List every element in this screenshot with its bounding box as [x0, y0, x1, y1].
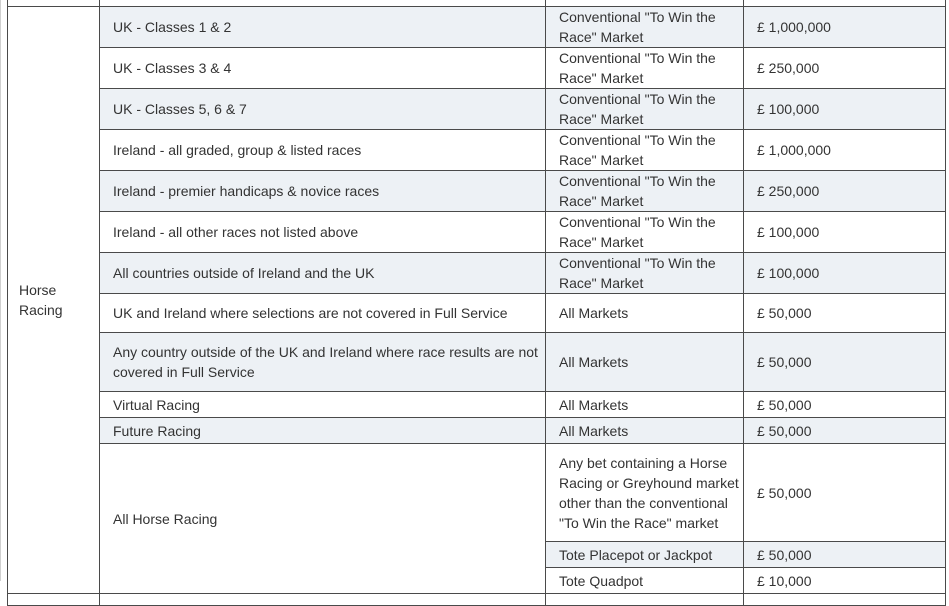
market-cell: Any bet containing a Horse Racing or Greyhound market other than the conventional "To Win the Race" market: [546, 444, 744, 542]
limit-cell: £ 50,000: [744, 418, 946, 444]
table-row: [8, 171, 946, 212]
limit-cell: £ 50,000: [744, 542, 946, 568]
limit-cell: £ 1,000,000: [744, 130, 946, 171]
market-cell: Conventional "To Win the Race" Market: [546, 130, 744, 171]
table-row: [8, 392, 946, 418]
market-cell: All Markets: [546, 294, 744, 333]
scope-cell: Future Racing: [100, 418, 546, 444]
scope-cell: UK - Classes 3 & 4: [100, 48, 546, 89]
market-cell: Conventional "To Win the Race" Market: [546, 253, 744, 294]
table-row: [8, 89, 946, 130]
scope-cell: UK - Classes 5, 6 & 7: [100, 89, 546, 130]
table-row: [8, 212, 946, 253]
table-row: [8, 333, 946, 392]
betting-limits-table: [7, 0, 946, 606]
table-row: [8, 130, 946, 171]
limit-cell: £ 50,000: [744, 333, 946, 392]
scope-cell: Ireland - all other races not listed above: [100, 212, 546, 253]
table-row: [8, 444, 946, 542]
scope-cell: [100, 594, 546, 606]
table-row: [8, 418, 946, 444]
table-row: [8, 48, 946, 89]
market-cell: Conventional "To Win the Race" Market: [546, 7, 744, 48]
scope-cell: Any country outside of the UK and Ireland where race results are not covered in Full Service: [100, 333, 546, 392]
scope-cell: UK and Ireland where selections are not covered in Full Service: [100, 294, 546, 333]
limit-cell: £ 50,000: [744, 444, 946, 542]
page-edge: [0, 0, 1, 581]
table-row: [8, 7, 946, 48]
scope-cell: Virtual Racing: [100, 392, 546, 418]
limit-cell: £ 250,000: [744, 171, 946, 212]
market-cell: All Markets: [546, 418, 744, 444]
market-cell: All Markets: [546, 392, 744, 418]
scope-cell: All countries outside of Ireland and the UK: [100, 253, 546, 294]
scope-cell: All Horse Racing: [100, 444, 546, 594]
limit-cell: £ 100,000: [744, 89, 946, 130]
limit-cell: £ 10,000: [744, 568, 946, 594]
scope-cell: Ireland - premier handicaps & novice races: [100, 171, 546, 212]
market-cell: [546, 594, 744, 606]
market-cell: Tote Placepot or Jackpot: [546, 542, 744, 568]
limit-cell: £ 50,000: [744, 294, 946, 333]
table-row: [8, 294, 946, 333]
market-cell: Conventional "To Win the Race" Market: [546, 89, 744, 130]
market-cell: Conventional "To Win the Race" Market: [546, 48, 744, 89]
category-cell: Horse Racing: [8, 7, 100, 594]
table-row: [8, 594, 946, 606]
category-cell-next: [8, 594, 100, 606]
limit-cell: £ 1,000,000: [744, 7, 946, 48]
scope-cell: Ireland - all graded, group & listed races: [100, 130, 546, 171]
market-cell: All Markets: [546, 333, 744, 392]
market-cell: Tote Quadpot: [546, 568, 744, 594]
limit-cell: £ 250,000: [744, 48, 946, 89]
market-cell: Conventional "To Win the Race" Market: [546, 171, 744, 212]
limit-cell: £ 50,000: [744, 392, 946, 418]
scope-cell: UK - Classes 1 & 2: [100, 7, 546, 48]
table-row: [8, 253, 946, 294]
limit-cell: [744, 594, 946, 606]
market-cell: Conventional "To Win the Race" Market: [546, 212, 744, 253]
limit-cell: £ 100,000: [744, 212, 946, 253]
limit-cell: £ 100,000: [744, 253, 946, 294]
